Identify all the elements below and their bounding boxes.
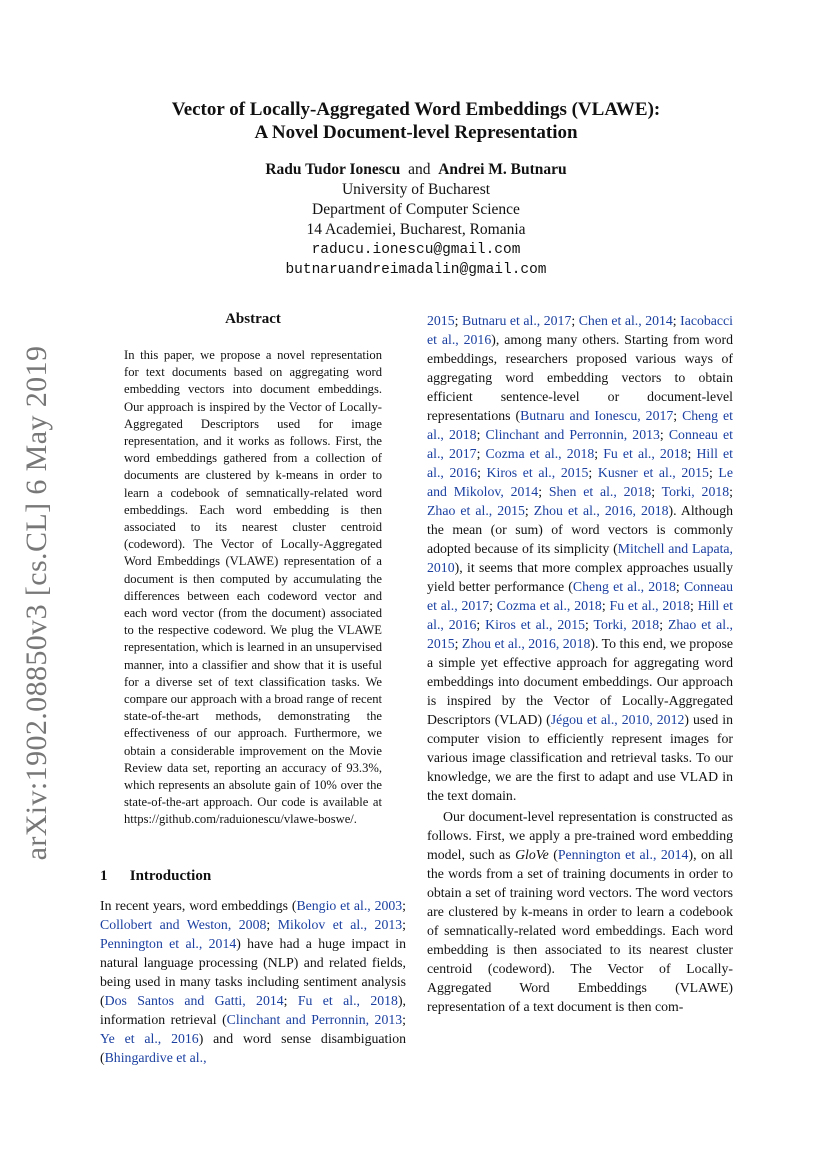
arxiv-stamp-text: arXiv:1902.08850v3 [cs.CL] 6 May 2019 <box>20 345 53 860</box>
citation-link[interactable]: Mitchell and Lapata, 2010 <box>427 541 733 575</box>
text-run: ; <box>687 446 697 461</box>
text-run: ; <box>601 598 610 613</box>
section-heading-introduction <box>100 868 211 885</box>
abstract-heading: Abstract <box>225 311 281 327</box>
italic-term: GloVe <box>515 847 549 862</box>
text-run: ) have had a huge impact in natural language processing (NLP) and related fields, being used in many tasks including sentiment analysis ( <box>100 936 406 1008</box>
text-run: ; <box>454 636 462 651</box>
citation-link[interactable]: Torki, 2018 <box>661 484 730 499</box>
text-run: ; <box>402 917 406 932</box>
paper-title <box>100 98 732 144</box>
text-run: ; <box>476 446 486 461</box>
affiliation-university: University of Bucharest <box>341 181 491 198</box>
citation-link[interactable]: Hill et al., 2016 <box>427 446 733 480</box>
citation-link[interactable]: Jégou et al., 2010, 2012 <box>550 712 685 727</box>
author-names <box>100 160 732 180</box>
text-run: ; <box>476 617 486 632</box>
text-run: ; <box>588 465 598 480</box>
citation-link[interactable]: Clinchant and Perronnin, 2013 <box>226 1012 403 1027</box>
text-run: ; <box>585 617 594 632</box>
text-run: ; <box>672 313 681 328</box>
intro-paragraph-1 <box>100 896 406 1067</box>
text-run: ( <box>548 847 558 862</box>
citation-link[interactable]: Conneau et al., 2017 <box>427 427 733 461</box>
text-run: ; <box>454 313 462 328</box>
citation-link[interactable]: 2015 <box>427 313 455 328</box>
section-title: Introduction <box>129 868 212 884</box>
text-run: Our document-level representation is constructed as follows. First, we apply a pre-trained word embedding model, such as <box>427 809 733 862</box>
citation-link[interactable]: Zhao et al., 2015 <box>427 617 733 651</box>
text-run: ) used in computer vision to efficiently represent images for various image classification and retrieval tasks. To our knowledge, we are the first to adapt and use VLAD in the text domain. <box>427 712 733 803</box>
section-number: 1 <box>100 868 108 884</box>
email-1: raducu.ionescu@gmail.com <box>311 242 521 258</box>
text-run: ). Although the mean (or sum) of word vectors is commonly adopted because of its simplicity ( <box>427 503 733 556</box>
citation-link[interactable]: Hill et al., 2016 <box>427 598 733 632</box>
affiliation-address: 14 Academiei, Bucharest, Romania <box>306 221 526 238</box>
text-run: ; <box>651 484 662 499</box>
citation-link[interactable]: Zhao et al., 2015 <box>427 503 525 518</box>
text-run: ; <box>476 427 486 442</box>
author-2: Andrei M. Butnaru <box>438 161 567 178</box>
citation-link[interactable]: Kiros et al., 2015 <box>485 617 586 632</box>
author-1: Radu Tudor Ionescu <box>265 161 401 178</box>
citation-link[interactable]: Cheng et al., 2018 <box>427 408 733 442</box>
author-and: and <box>408 161 431 178</box>
affiliation-department: Department of Computer Science <box>312 201 520 218</box>
text-run: ; <box>675 579 684 594</box>
right-paragraph-2 <box>427 807 733 1016</box>
text-run: ; <box>708 465 719 480</box>
text-run: ), information retrieval ( <box>100 993 406 1027</box>
citation-link[interactable]: Cozma et al., 2018 <box>496 598 602 613</box>
title-line-2: A Novel Document-level Representation <box>254 122 578 143</box>
text-run: ; <box>402 898 407 913</box>
citation-link[interactable]: Dos Santos and Gatti, 2014 <box>104 993 284 1008</box>
citation-link[interactable]: Bhingardive et al., <box>104 1050 207 1065</box>
abstract-text: In this paper, we propose a novel representation for text documents based on aggregating word embedding vectors into document embeddings. Our approach is inspired by the Vector of Locally-Aggregated Descriptors used for image representation, and it works as follows. First, the word embeddings gathered from a collection of documents are clustered by k-means in order to learn a codebook of semnatically-related word embeddings. Each word embedding is then associated to its nearest cluster centroid (codeword). The Vector of Locally-Aggregated Word Embeddings (VLAWE) representation of a document is then computed by accumulating the differences between each codeword vector and each word vector (from the document) associated to the respective codeword. We plug the VLAWE representation, which is learned in an unsupervised manner, into a classifier and show that it is useful for a diverse set of text classification tasks. We compare our approach with a broad range of recent state-of-the-art methods, demonstrating the effectiveness of our approach. Furthermore, we obtain a considerable improvement on the Movie Review data set, reporting an accuracy of 93.3%, which represents an absolute gain of 10% over the state-of-the-art approach. Our code is available at https://github.com/raduionescu/vlawe-boswe/. <box>124 348 382 827</box>
citation-link[interactable]: Zhou et al., 2016, 2018 <box>533 503 669 518</box>
citation-link[interactable]: Le and Mikolov, 2014 <box>427 465 733 499</box>
citation-link[interactable]: Pennington et al., 2014 <box>557 847 689 862</box>
text-run: ; <box>690 598 698 613</box>
citation-link[interactable]: Mikolov et al., 2013 <box>277 917 403 932</box>
text-run: ; <box>266 917 278 932</box>
right-column <box>427 311 733 1016</box>
citation-link[interactable]: Fu et al., 2018 <box>603 446 688 461</box>
text-run: ), it seems that more complex approaches usually yield better performance ( <box>427 560 733 594</box>
text-run: ; <box>571 313 579 328</box>
text-run: ; <box>402 1012 406 1027</box>
text-run: ; <box>659 617 668 632</box>
text-run: ; <box>524 503 534 518</box>
email-2: butnaruandreimadalin@gmail.com <box>285 262 547 278</box>
text-run: ; <box>659 427 669 442</box>
citation-link[interactable]: Ye et al., 2016 <box>100 1031 199 1046</box>
title-line-1: Vector of Locally-Aggregated Word Embeddings (VLAWE): <box>171 99 661 120</box>
text-run: ; <box>283 993 298 1008</box>
citation-link[interactable]: Torki, 2018 <box>593 617 660 632</box>
text-run: In recent years, word embeddings ( <box>100 898 297 913</box>
citation-link[interactable]: Conneau et al., 2017 <box>427 579 733 613</box>
citation-link[interactable]: Kiros et al., 2015 <box>486 465 589 480</box>
text-run: ), among many others. Starting from word embeddings, researchers proposed various ways of aggregating word embedding vectors to obtain efficient sentence-level or document-level representations ( <box>427 332 733 423</box>
citation-link[interactable]: Kusner et al., 2015 <box>597 465 709 480</box>
citation-link[interactable]: Clinchant and Perronnin, 2013 <box>485 427 660 442</box>
text-run: ; <box>477 465 487 480</box>
text-run: ; <box>673 408 683 423</box>
text-run: ) and word sense disambiguation ( <box>100 1031 407 1065</box>
citation-link[interactable]: Fu et al., 2018 <box>297 993 398 1008</box>
citation-link[interactable]: Collobert and Weston, 2008 <box>100 917 267 932</box>
citation-link[interactable]: Bengio et al., 2003 <box>296 898 403 913</box>
text-run: ; <box>489 598 497 613</box>
citation-link[interactable]: Fu et al., 2018 <box>609 598 691 613</box>
citation-link[interactable]: Cheng et al., 2018 <box>572 579 676 594</box>
citation-link[interactable]: Chen et al., 2014 <box>578 313 673 328</box>
citation-link[interactable]: Cozma et al., 2018 <box>485 446 595 461</box>
text-run: ), on all the words from a set of training documents in order to obtain a set of training word vectors. The word vectors are clustered by k-means in order to learn a codebook of semnatically-related word embeddings. Each word embedding is then associated to its nearest cluster centroid (codeword). The Vector of Locally-Aggregated Word Embeddings (VLAWE) representation of a text document is then com- <box>427 847 734 1014</box>
text-run: ; <box>594 446 604 461</box>
text-run: ; <box>538 484 549 499</box>
text-run: ). To this end, we propose a simple yet effective approach for aggregating word embeddings into document embeddings. Our approach is inspired by the Vector of Locally-Aggregated Descriptors (VLAD) ( <box>427 636 733 727</box>
citation-link[interactable]: Iacobacci et al., 2016 <box>427 313 733 347</box>
citation-link[interactable]: Butnaru et al., 2017 <box>461 313 572 328</box>
author-block <box>100 160 732 280</box>
arxiv-stamp <box>18 345 56 860</box>
citation-link[interactable]: Pennington et al., 2014 <box>100 936 237 951</box>
text-run: ; <box>729 484 733 499</box>
citation-link[interactable]: Zhou et al., 2016, 2018 <box>461 636 591 651</box>
citation-link[interactable]: Butnaru and Ionescu, 2017 <box>520 408 674 423</box>
right-paragraph-1 <box>427 311 733 805</box>
citation-link[interactable]: Shen et al., 2018 <box>548 484 652 499</box>
